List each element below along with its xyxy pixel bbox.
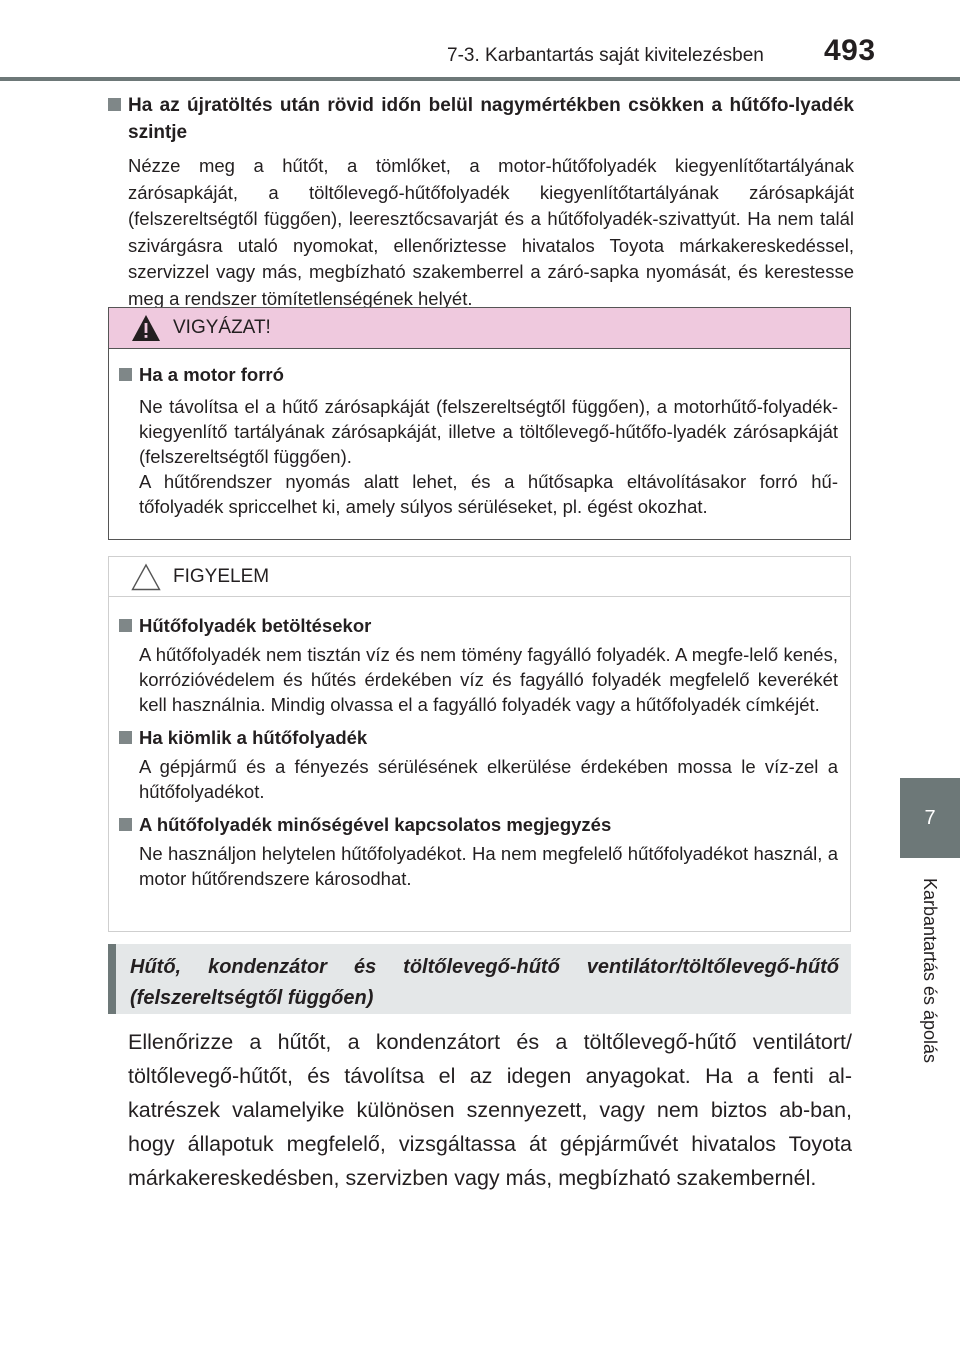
warning-box-body [109,349,850,519]
notice-box-body [109,597,850,891]
bullet-square-icon [119,368,132,381]
notice-item-heading [119,726,838,750]
bullet-square-icon [119,619,132,632]
chapter-section-title: 7-3. Karbantartás saját kivitelezésben [447,45,764,66]
notice-item-text: Ne használjon helytelen hűtőfolyadékot. Ha nem megfelelő hűtőfolyadékot használ, a motor hűtőrendszere károsodhat. [139,843,838,889]
intro-text: Nézze meg a hűtőt, a tömlőket, a motor-hűtőfolyadék kiegyenlítőtartályának zárósapkáját, a töltőlevegő-hűtőfolyadék kiegyenlítőtartályának zárósapkáját (felszereltségtől függően), leeresztőcsavarját és a hűtőfolyadék-szivattyút. Ha nem talál szivárgásra utaló nyomokat, ellenőriztesse hivatalos Toyota márkakereskedéssel, szervizzel vagy más, megbízható szakemberrel a záró-sapka nyomását, és kerestesse meg a rendszer tömítetlenségének helyét. [128,155,854,309]
intro-block [108,92,854,312]
warning-box-title: VIGYÁZAT! [173,317,271,338]
chapter-number: 7 [924,806,936,829]
warning-item-text-2: A hűtőrendszer nyomás alatt lehet, és a hűtősapka eltávolításakor forró hű-tőfolyadék spriccelhet ki, amely súlyos sérüléseket, pl. égést okozhat. [139,471,838,517]
section-heading: Hűtő, kondenzátor és töltőlevegő-hűtő ventilátor/töltőlevegő-hűtő (felszereltségtől függően) [130,956,839,1009]
chapter-tab [900,778,960,858]
notice-item [119,614,838,717]
header-divider [0,77,960,81]
bullet-square-icon [119,731,132,744]
notice-item-heading [119,614,838,638]
notice-item-heading-text: Ha kiömlik a hűtőfolyadék [139,727,368,748]
notice-item-heading [119,813,838,837]
notice-item [119,726,838,804]
warning-triangle-icon [131,314,161,342]
notice-item-text: A hűtőfolyadék nem tisztán víz és nem tömény fagyálló folyadék. A megfe-lelő kenés, korrózióvédelem és hűtés érdekében víz és fagyálló folyadék megfelelő keverékét kell használnia. Mindig olvassa el a fagyálló folyadék vagy a hűtőfolyadék címkéjét. [139,644,838,715]
bullet-square-icon [119,818,132,831]
page-number: 493 [824,34,876,67]
notice-box-header [109,557,850,597]
warning-box [108,307,851,540]
warning-box-header [109,308,850,349]
intro-heading [108,92,854,146]
bullet-square-icon [108,98,121,111]
notice-item [119,813,838,891]
intro-heading-text: Ha az újratöltés után rövid időn belül nagymértékben csökken a hűtőfo-lyadék szintje [128,95,854,143]
chapter-title: Karbantartás és ápolás [920,877,941,1064]
section-paragraph: Ellenőrizze a hűtőt, a kondenzátort és a töltőlevegő-hűtő ventilátort/ töltőlevegő-hűtőt, és távolítsa el az idegen anyagokat. Ha a fenti al-katrészek valamelyike különösen szennyezett, vagy nem biztos ab-ban, hogy állapotuk megfelelő, vizsgáltassa át gépjárművét hivatalos Toyota márkakereskedésben, szervizben vagy más, megbízható szakembernél. [128,1030,852,1190]
warning-item-text: Ne távolítsa el a hűtő zárósapkáját (felszereltségtől függően), a motorhűtő-folyadék-kiegyenlítő tartályának zárósapkáját, illetve a töltőlevegő-hűtőfo-lyadék zárósapkáját (felszereltségtől függően). [139,396,838,467]
warning-item-heading-text: Ha a motor forró [139,364,284,385]
chapter-side-label [900,858,960,1083]
section-heading-bar [108,944,851,1014]
notice-item-text: A gépjármű és a fényezés sérülésének elkerülése érdekében mossa le víz-zel a hűtőfolyadékot. [139,756,838,802]
warning-item-heading [119,363,838,387]
notice-box-title: FIGYELEM [173,565,270,587]
notice-box [108,556,851,932]
notice-item-heading-text: Hűtőfolyadék betöltésekor [139,615,372,636]
notice-item-heading-text: A hűtőfolyadék minőségével kapcsolatos megjegyzés [139,814,612,835]
caution-triangle-icon [131,563,161,591]
